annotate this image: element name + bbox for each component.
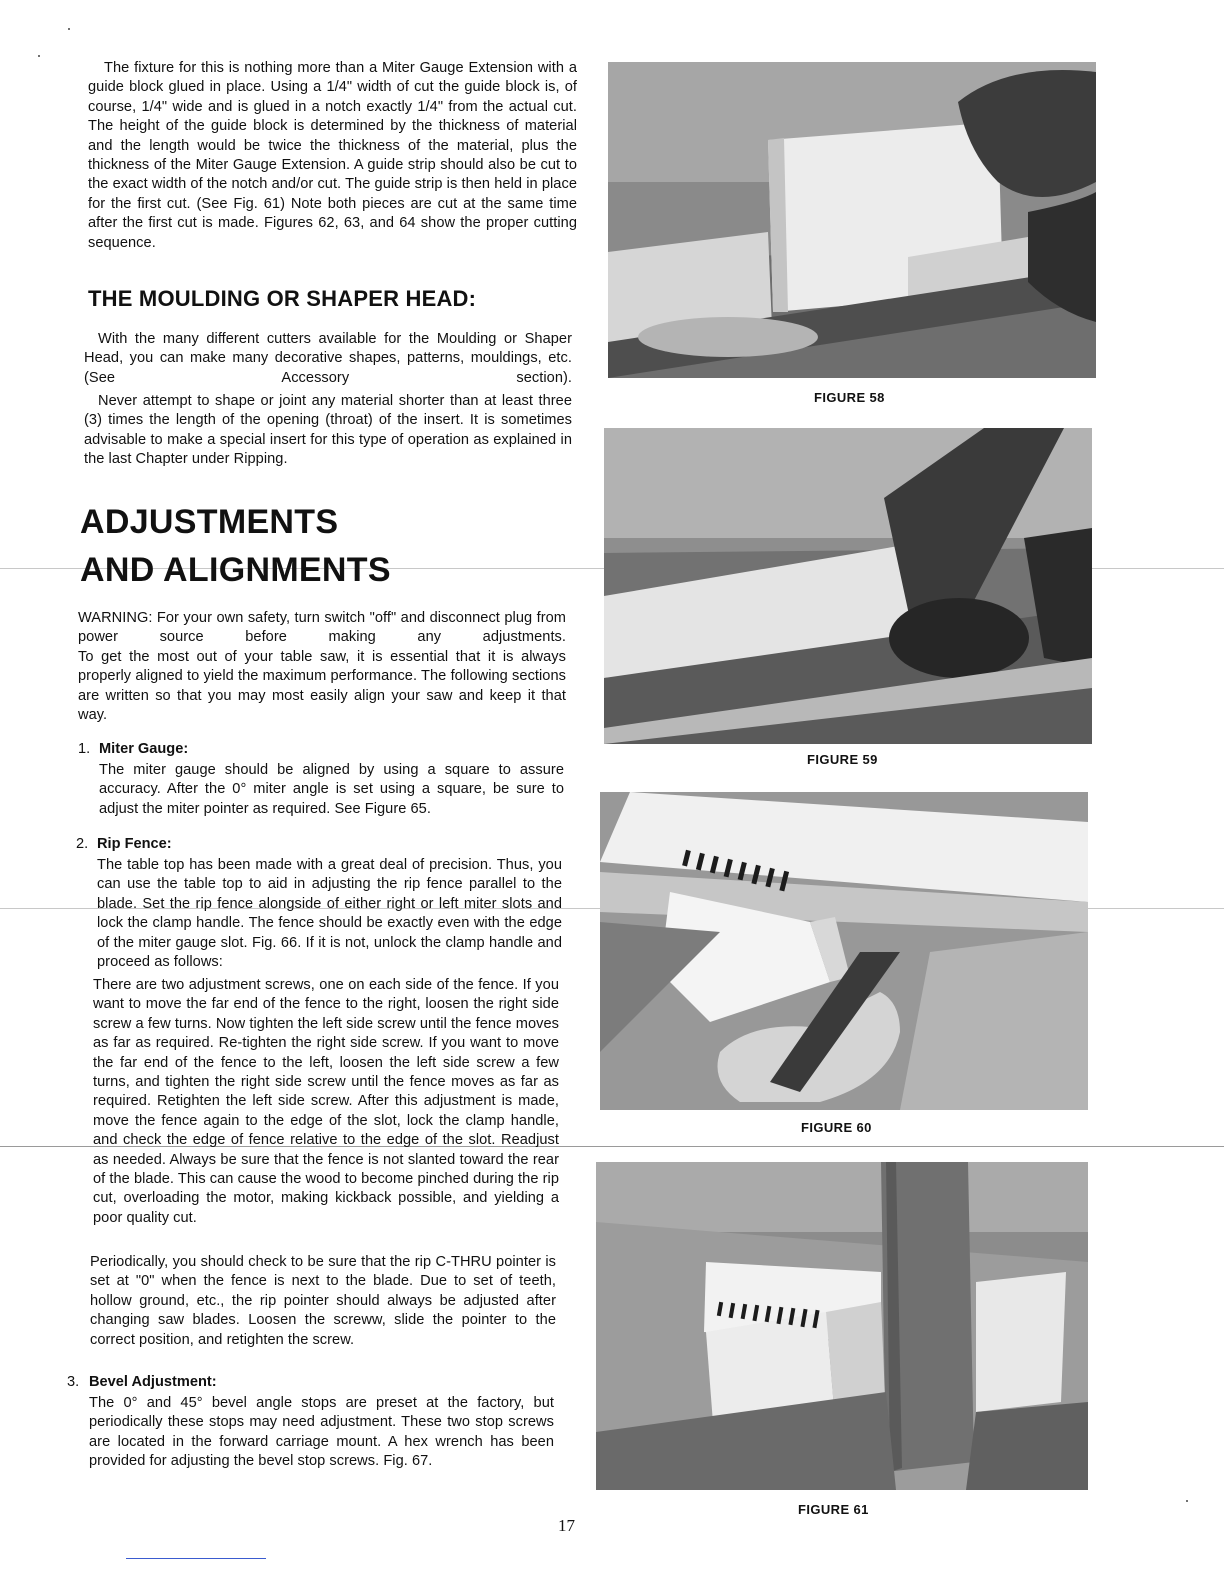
scan-speck — [38, 55, 40, 57]
scan-speck — [68, 28, 70, 30]
figure-59-illustration — [604, 428, 1092, 744]
adjustments-heading-line-2: AND ALIGNMENTS — [80, 551, 391, 589]
figure-58-photo — [608, 62, 1096, 378]
bevel-adjustment-paragraph: The 0° and 45° bevel angle stops are preset at the factory, but periodically these stops may need adjustment. These two stop screws are located in the forward carriage mount. A hex wrench has been provided for adjusting the bevel stop screws. Fig. 67. — [89, 1395, 554, 1470]
right-column — [596, 0, 1224, 1584]
moulding-paragraph-1: With the many different cutters available for the Moulding or Shaper Head, you can make many decorative shapes, patterns, mouldings, etc. (See Accessory section). — [84, 331, 572, 386]
figure-59-caption: FIGURE 59 — [807, 752, 878, 767]
figure-60-illustration — [600, 792, 1088, 1110]
moulding-paragraph-2: Never attempt to shape or joint any material shorter than at least three (3) times the length of the opening (throat) of the insert. It is sometimes advisable to make a special insert for this type of operation as explained in the last Chapter under Ripping. — [84, 393, 572, 468]
bottom-rule — [126, 1558, 266, 1559]
intro-paragraph: The fixture for this is nothing more than a Miter Gauge Extension with a guide block glued in place. Using a 1/4" width of cut the guide block is, of course, 1/4" wide and is glued in a notch exactly 1/4" from the actual cut. The height of the guide block is determined by the thickness of material and the length would be twice the thickness of the material, plus the thickness of the Miter Gauge Extension. A guide strip should also be cut to the exact width of the notch and/or cut. The guide strip is then held in place for the first cut. (See Fig. 61) Note both pieces are cut at the same time after the first cut is made. Figures 62, 63, and 64 show the proper cutting sequence. — [88, 60, 577, 251]
list-item-number: 2. — [76, 836, 89, 852]
figure-61-illustration — [596, 1162, 1088, 1490]
figure-60-photo — [600, 792, 1088, 1110]
rip-fence-paragraph-3: Periodically, you should check to be sure that the rip C-THRU pointer is set at "0" when the fence is next to the blade. Due to set of teeth, hollow ground, etc., the rip pointer should always be adjusted after changing saw blades. Loosen the screww, slide the pointer to the correct position, and retighten the screw. — [90, 1254, 556, 1348]
rip-fence-paragraph-1: The table top has been made with a great deal of precision. Thus, you can use the table top to aid in adjusting the rip fence parallel to the blade. Set the rip fence alongside of either right or left miter slots and lock the clamp handle. The fence should be exactly even with the edge of the miter gauge slot. Fig. 66. If it is not, unlock the clamp handle and proceed as follows: — [97, 857, 562, 971]
list-item-title-bevel-adjustment: Bevel Adjustment: — [89, 1374, 217, 1390]
list-item-number: 3. — [67, 1374, 80, 1390]
adjustments-heading-line-1: ADJUSTMENTS — [80, 503, 339, 541]
figure-61-caption: FIGURE 61 — [798, 1502, 869, 1517]
page-number: 17 — [558, 1516, 575, 1535]
adjustments-intro-paragraph: To get the most out of your table saw, it is essential that it is always properly aligned to yield the maximum performance. The following sections are written so that you may most easily align your saw and keep it that way. — [78, 649, 566, 724]
left-column — [0, 0, 600, 1584]
figure-58-illustration — [608, 62, 1096, 378]
rip-fence-paragraph-2: There are two adjustment screws, one on each side of the fence. If you want to move the far end of the fence to the right, loosen the right side screw a few turns. Now tighten the left side screw until the fence moves as far as required. Re-tighten the right side screw. If you want to move the far end of the fence to the left, loosen the left side screw a few turns, and tighten the right side screw until the fence moves as far as required. Retighten the left side screw. After this adjustment is made, move the fence again to the edge of the slot, lock the clamp handle, and check the edge of fence relative to the edge of the slot. Readjust as needed. Always be sure that the fence is not slanted toward the rear of the blade. This can cause the wood to become pinched during the rip cut, overloading the motor, making kickback possible, and yielding a poor quality cut. — [93, 977, 559, 1226]
figure-60-caption: FIGURE 60 — [801, 1120, 872, 1135]
list-item-title-rip-fence: Rip Fence: — [97, 836, 172, 852]
warning-paragraph: WARNING: For your own safety, turn switch "off" and disconnect plug from power source before making any adjustments. — [78, 610, 566, 646]
miter-gauge-paragraph: The miter gauge should be aligned by using a square to assure accuracy. After the 0° miter angle is set using a square, be sure to adjust the miter pointer as required. See Figure 65. — [99, 762, 564, 817]
list-item-title-miter-gauge: Miter Gauge: — [99, 741, 189, 757]
list-item-number: 1. — [78, 741, 91, 757]
figure-61-photo — [596, 1162, 1088, 1490]
figure-59-photo — [604, 428, 1092, 744]
figure-58-caption: FIGURE 58 — [814, 390, 885, 405]
moulding-heading: THE MOULDING OR SHAPER HEAD: — [88, 286, 477, 311]
scan-speck — [1186, 1500, 1188, 1502]
